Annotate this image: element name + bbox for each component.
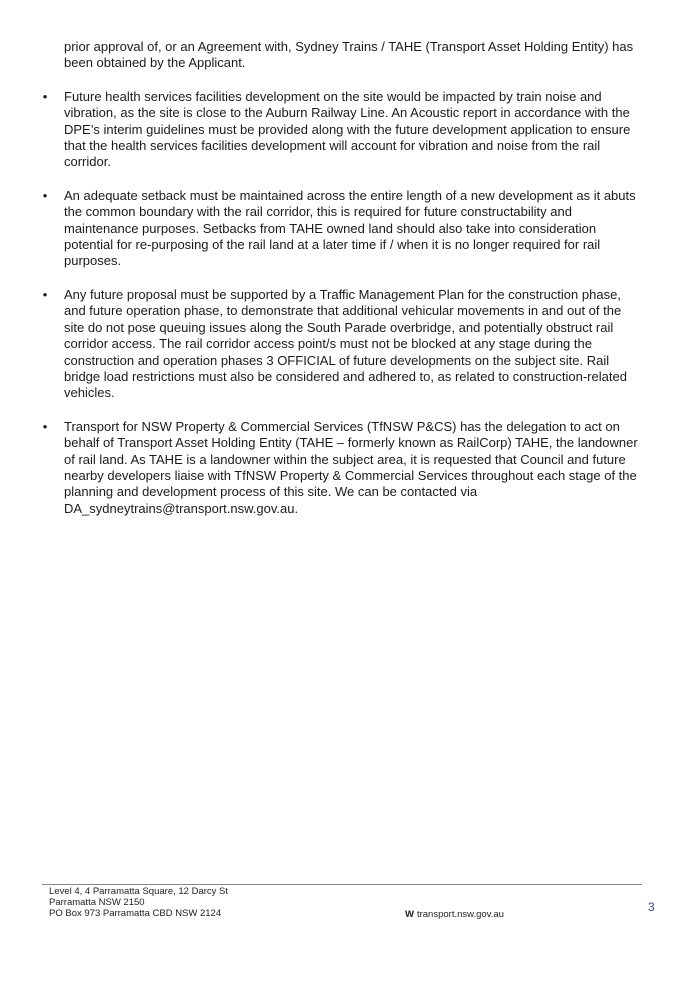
- bullet-icon: •: [42, 187, 48, 203]
- bullet-text: Any future proposal must be supported by a Traffic Management Plan for the construction phase, and future operation phase, to demonstrate that additional vehicular movements in and out of the site do not pose queuing issues along the South Parade overbridge, and potentially obstruct rail corridor access. The rail corridor access point/s must not be blocked at any stage during the construction and operation phases 3 OFFICIAL of future developments on the subject site. Rail bridge load restrictions must also be considered and adhered to, as related to construction-related vehicles.: [64, 286, 627, 401]
- bullet-text: Transport for NSW Property & Commercial Services (TfNSW P&CS) has the delegation to act on behalf of Transport Asset Holding Entity (TAHE – formerly known as RailCorp) TAHE, the landowner of rail land. As TAHE is a landowner within the subject area, it is requested that Council and future nearby developers liaise with TfNSW Property & Commercial Services throughout each stage of the planning and development process of this site. We can be contacted via DA_sydneytrains@transport.nsw.gov.au.: [64, 418, 638, 516]
- bullet-item-noise: [42, 88, 640, 171]
- footer-address-line: Level 4, 4 Parramatta Square, 12 Darcy St: [49, 886, 229, 897]
- footer-website: [405, 909, 504, 920]
- footer-address-line: Parramatta NSW 2150: [49, 897, 145, 908]
- bullet-icon: •: [42, 286, 48, 302]
- bullet-icon: •: [42, 88, 48, 104]
- footer-web-label: W: [405, 909, 414, 920]
- footer-web-link[interactable]: transport.nsw.gov.au: [416, 909, 504, 920]
- bullet-item-traffic: [42, 286, 640, 402]
- page-number: 3: [648, 900, 655, 914]
- lead-paragraph: prior approval of, or an Agreement with, Sydney Trains / TAHE (Transport Asset Holding Entity) has been obtained by the Applicant.: [64, 39, 634, 71]
- bullet-list: [42, 88, 640, 517]
- footer-address-line: PO Box 973 Parramatta CBD NSW 2124: [49, 908, 222, 919]
- bullet-icon: •: [42, 418, 48, 434]
- bullet-text: Future health services facilities development on the site would be impacted by train noise and vibration, as the site is close to the Auburn Railway Line. An Acoustic report in accordance with the DPE’s interim guidelines must be provided along with the future development application to ensure that the health services facilities development will account for vibration and noise from the rail corridor.: [64, 88, 631, 170]
- footer-address: [49, 886, 228, 919]
- footer-divider: [42, 884, 642, 885]
- bullet-item-contact: [42, 418, 640, 517]
- bullet-text: An adequate setback must be maintained across the entire length of a new development as it abuts the common boundary with the rail corridor, this is required for future constructability and maintenance purposes. Setbacks from TAHE owned land should also take into consideration potential for re-purposing of the rail land at a later time if / when it is no longer required for rail purposes.: [64, 187, 636, 269]
- body-content: [42, 39, 640, 534]
- bullet-item-setback: [42, 187, 640, 270]
